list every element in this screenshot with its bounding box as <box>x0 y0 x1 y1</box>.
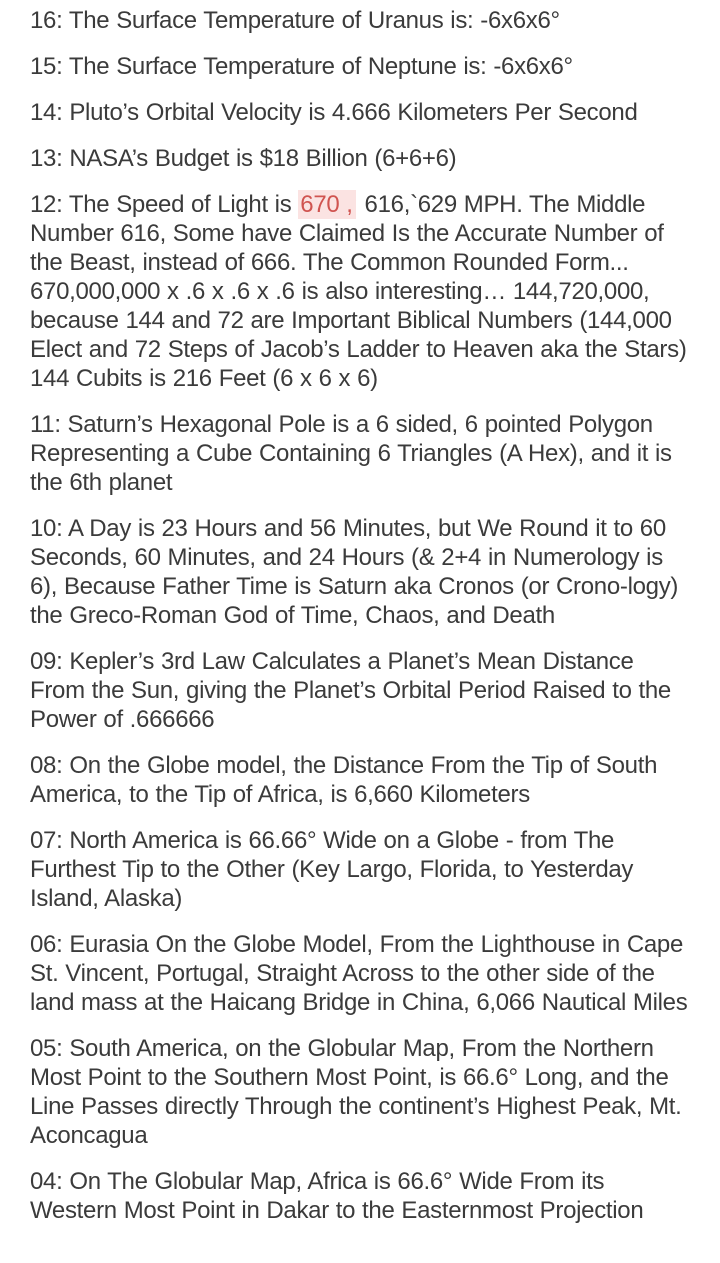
list-item-07: 07: North America is 66.66° Wide on a Globe - from The Furthest Tip to the Other (Key Largo, Florida, to Yesterday Island, Alaska) <box>30 827 634 912</box>
list-item-08: 08: On the Globe model, the Distance From the Tip of South America, to the Tip of Africa, is 6,660 Kilometers <box>30 752 658 808</box>
list-item-04: 04: On The Globular Map, Africa is 66.6° Wide From its Western Most Point in Dakar to the Easternmost Projection <box>30 1168 644 1224</box>
list-item-09: 09: Kepler’s 3rd Law Calculates a Planet’s Mean Distance From the Sun, giving the Planet’s Orbital Period Raised to the Power of .666666 <box>30 648 671 733</box>
list-item-12 <box>30 190 692 393</box>
list-item-13: 13: NASA’s Budget is $18 Billion (6+6+6) <box>30 145 457 172</box>
list-item-15: 15: The Surface Temperature of Neptune is: -6x6x6° <box>30 53 573 80</box>
list-item-14: 14: Pluto’s Orbital Velocity is 4.666 Kilometers Per Second <box>30 99 638 126</box>
list-item-05: 05: South America, on the Globular Map, From the Northern Most Point to the Southern Most Point, is 66.6° Long, and the Line Passes directly Through the continent’s Highest Peak, Mt. Aconcagua <box>30 1035 682 1149</box>
list-item-16: 16: The Surface Temperature of Uranus is: -6x6x6° <box>30 7 560 34</box>
list-item-11: 11: Saturn’s Hexagonal Pole is a 6 sided, 6 pointed Polygon Representing a Cube Containing 6 Triangles (A Hex), and it is the 6th planet <box>30 411 672 496</box>
highlighted-speed-number: 670 , <box>298 190 355 219</box>
list-item-10: 10: A Day is 23 Hours and 56 Minutes, but We Round it to 60 Seconds, 60 Minutes, and 24 Hours (& 2+4 in Numerology is 6), Because Father Time is Saturn aka Cronos (or Crono-logy) the Greco-Roman God of Time, Chaos, and Death <box>30 515 679 629</box>
list-item-12-suffix: 616,`629 MPH. The Middle Number 616, Some have Claimed Is the Accurate Number of the Beast, instead of 666. The Common Rounded Form... 670,000,000 x .6 x .6 x .6 is also interesting… 144,720,000, because 144 and 72 are Important Biblical Numbers (144,000 Elect and 72 Steps of Jacob’s Ladder to Heaven aka the Stars) 144 Cubits is 216 Feet (6 x 6 x 6) <box>30 191 687 392</box>
list-item-06: 06: Eurasia On the Globe Model, From the Lighthouse in Cape St. Vincent, Portugal, Straight Across to the other side of the land mass at the Haicang Bridge in China, 6,066 Nautical Miles <box>30 931 688 1016</box>
list-item-12-prefix: 12: The Speed of Light is <box>30 191 299 218</box>
